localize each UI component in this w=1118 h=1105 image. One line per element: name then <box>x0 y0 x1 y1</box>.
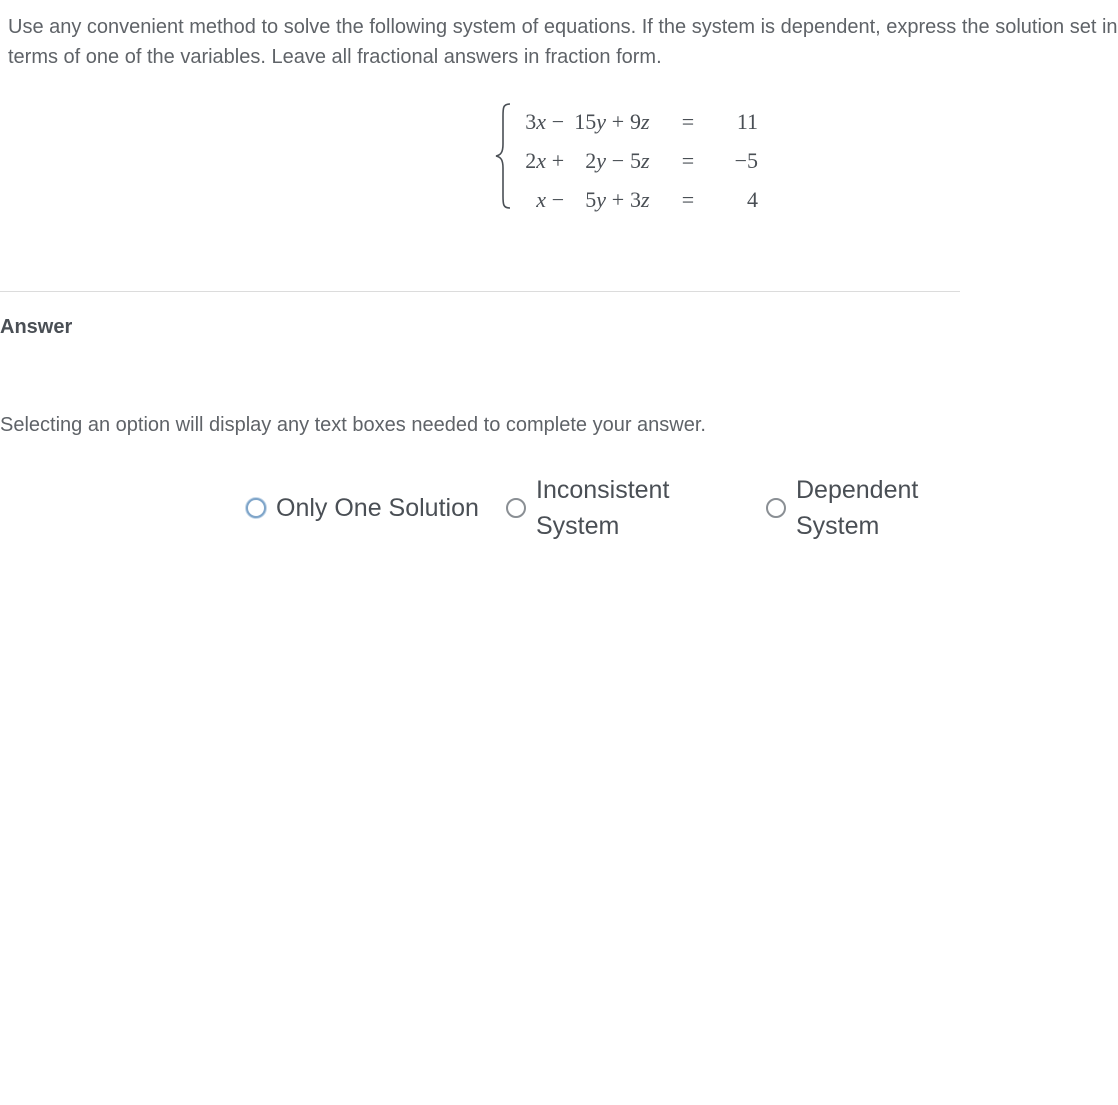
equals-sign: = <box>681 186 695 212</box>
equation-row <box>512 180 758 219</box>
coef-y: 5 <box>585 186 597 212</box>
operator: − <box>611 147 625 173</box>
coef-y: 15 <box>574 108 597 134</box>
equation-system <box>494 100 764 212</box>
var-y: y <box>596 108 606 134</box>
operator: + <box>611 108 625 134</box>
var-z: z <box>641 147 650 173</box>
var-x: x <box>536 108 546 134</box>
equation-row <box>512 102 758 141</box>
option-only-one-solution[interactable] <box>246 490 479 526</box>
rhs-value: 11 <box>736 108 758 134</box>
var-x: x <box>536 186 546 212</box>
operator: − <box>551 108 565 134</box>
coef-y: 2 <box>585 147 597 173</box>
radio-dependent-system[interactable] <box>766 498 786 518</box>
radio-only-one-solution[interactable] <box>246 498 266 518</box>
operator: − <box>551 186 565 212</box>
instructions-line-1: Use any convenient method to solve the following system of equations. If the system is dependent, express the solution set in <box>8 16 1118 38</box>
option-label: Only One Solution <box>276 494 479 522</box>
coef-z: 3 <box>630 186 641 212</box>
option-dependent-system[interactable] <box>766 472 966 544</box>
var-z: z <box>641 108 650 134</box>
answer-heading: Answer <box>0 316 73 338</box>
equals-sign: = <box>681 108 695 134</box>
equals-sign: = <box>681 147 695 173</box>
equation-row <box>512 141 758 180</box>
operator: + <box>611 186 625 212</box>
instructions-line-2: terms of one of the variables. Leave all fractional answers in fraction form. <box>8 46 662 68</box>
section-divider <box>0 291 960 292</box>
rhs-value: −5 <box>734 147 758 173</box>
question-instructions <box>8 12 1118 72</box>
option-inconsistent-system[interactable] <box>506 472 706 544</box>
rhs-value: 4 <box>747 186 758 212</box>
coef-x: 3 <box>525 108 537 134</box>
coef-x: 2 <box>525 147 537 173</box>
left-brace <box>494 100 512 212</box>
operator: + <box>551 147 565 173</box>
radio-inconsistent-system[interactable] <box>506 498 526 518</box>
var-y: y <box>596 186 606 212</box>
var-y: y <box>596 147 606 173</box>
selection-note: Selecting an option will display any text boxes needed to complete your answer. <box>0 414 706 436</box>
var-z: z <box>641 186 650 212</box>
coef-z: 5 <box>630 147 641 173</box>
var-x: x <box>536 147 546 173</box>
coef-z: 9 <box>630 108 641 134</box>
option-label: Inconsistent System <box>536 476 670 540</box>
option-label: Dependent System <box>796 476 919 540</box>
equation-table <box>512 102 758 219</box>
